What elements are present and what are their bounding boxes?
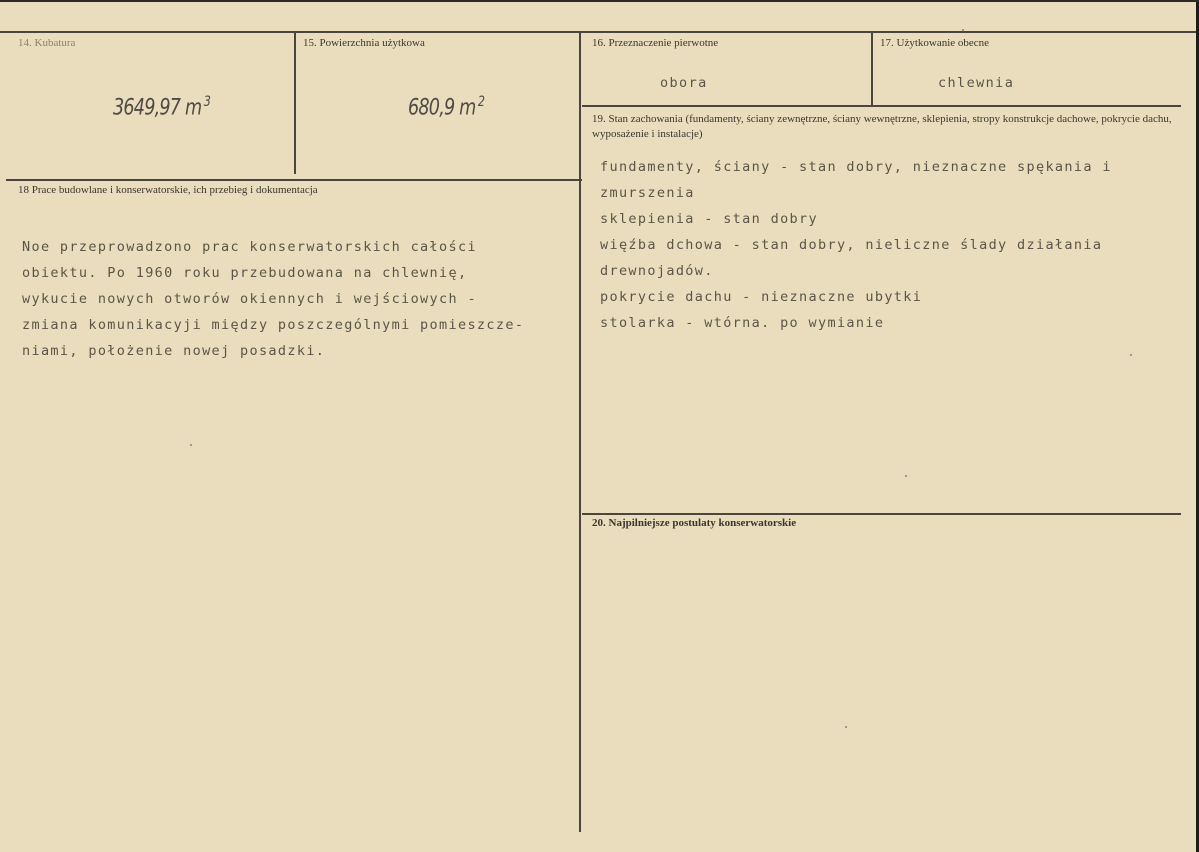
field-15-value: 680,9 m $^2$ [408, 94, 485, 121]
field-17-value: chlewnia [938, 75, 1015, 91]
field-14-value: 3649,97 m $^3$ [113, 94, 211, 121]
field-19-label: 19. Stan zachowania (fundamenty, ściany zewnętrzne, ściany wewnętrzne, sklepienia, stropy konstrukcje dachowe, pokrycie dachu, wyposażenie i instalacje) [592, 113, 1172, 140]
field-15-label: 15. Powierzchnia użytkowa [303, 37, 425, 49]
field-19-line: pokrycie dachu - nieznaczne ubytki [600, 289, 923, 305]
paper-speck [905, 475, 907, 477]
field-19-line: zmurszenia [600, 185, 695, 201]
field-16-label: 16. Przeznaczenie pierwotne [592, 37, 719, 49]
field-18-line: niami, położenie nowej posadzki. [22, 343, 326, 359]
paper-speck [845, 726, 847, 728]
paper-speck [962, 29, 964, 31]
field-17-label: 17. Użytkowanie obecne [880, 37, 990, 49]
field-19-line: drewnojadów. [600, 263, 714, 279]
rule-above-20 [582, 513, 1181, 515]
field-19-line: stolarka - wtórna. po wymianie [600, 315, 885, 331]
field-18-line: Noe przeprowadzono prac konserwatorskich całości [22, 239, 477, 255]
main-vertical-divider [579, 32, 581, 832]
field-18-line: wykucie nowych otworów okiennych i wejściowych - [22, 291, 477, 307]
field-18-line: zmiana komunikacyji między poszczególnymi pomieszcze- [22, 317, 525, 333]
field-18-label: 18 Prace budowlane i konserwatorskie, ich przebieg i dokumentacja [18, 184, 318, 196]
paper-speck [190, 444, 192, 446]
divider-14-15 [294, 32, 296, 174]
field-20-label: 20. Najpilniejsze postulaty konserwatorskie [592, 517, 797, 529]
field-19-text [600, 154, 1112, 336]
divider-16-17 [871, 32, 873, 105]
field-19-line: więźba dchowa - stan dobry, nieliczne ślady działania [600, 237, 1103, 253]
field-19-line: sklepienia - stan dobry [600, 211, 818, 227]
field-19-line: fundamenty, ściany - stan dobry, nieznaczne spękania i [600, 159, 1112, 175]
rule-under-16-17 [582, 105, 1181, 107]
field-16-value: obora [660, 75, 708, 91]
paper-speck [1130, 354, 1132, 356]
field-14-label: 14. Kubatura [18, 37, 76, 49]
field-18-text [22, 234, 524, 364]
rule-under-14-15 [6, 179, 582, 181]
field-18-line: obiektu. Po 1960 roku przebudowana na chlewnię, [22, 265, 468, 281]
top-rule [0, 31, 1196, 33]
